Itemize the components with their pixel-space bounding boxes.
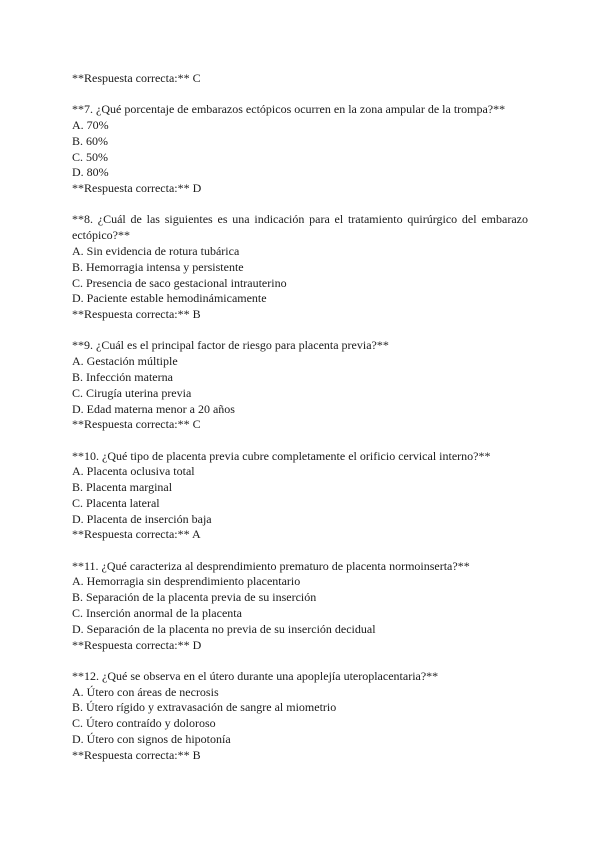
option-b: B. Hemorragia intensa y persistente (72, 259, 244, 274)
option-a: A. Placenta oclusiva total (72, 464, 195, 479)
spacer (72, 433, 528, 448)
question-text: **11. ¿Qué caracteriza al desprendimiento prematuro de placenta normoinserta?** (72, 558, 470, 573)
option-c: C. Presencia de saco gestacional intrauterino (72, 275, 287, 290)
question-block (72, 212, 528, 323)
question-text: **9. ¿Cuál es el principal factor de riesgo para placenta previa?** (72, 338, 389, 353)
option-c: C. Placenta lateral (72, 495, 160, 510)
question-text: **12. ¿Qué se observa en el útero durante una apoplejía uteroplacentaria?** (72, 668, 439, 683)
option-a: A. Gestación múltiple (72, 354, 178, 369)
option-b: B. Útero rígido y extravasación de sangre al miometrio (72, 700, 337, 715)
option-c: C. Cirugía uterina previa (72, 385, 192, 400)
question-text: **10. ¿Qué tipo de placenta previa cubre completamente el orificio cervical interno?** (72, 448, 491, 463)
option-b: B. Placenta marginal (72, 480, 173, 495)
option-c: C. Inserción anormal de la placenta (72, 606, 242, 621)
question-block (72, 669, 528, 764)
correct-answer: **Respuesta correcta:** C (72, 417, 201, 432)
spacer (72, 323, 528, 338)
spacer (72, 543, 528, 558)
option-c: C. 50% (72, 149, 108, 164)
question-text: **7. ¿Qué porcentaje de embarazos ectópicos ocurren en la zona ampular de la trompa?** (72, 102, 506, 117)
option-b: B. Separación de la placenta previa de su inserción (72, 590, 317, 605)
option-b: B. 60% (72, 133, 108, 148)
question-block (72, 559, 528, 654)
option-d: D. Útero con signos de hipotonía (72, 732, 231, 747)
option-d: D. Paciente estable hemodinámicamente (72, 291, 267, 306)
spacer (72, 197, 528, 212)
question-block (72, 338, 528, 433)
correct-answer: **Respuesta correcta:** B (72, 307, 201, 322)
option-b: B. Infección materna (72, 369, 173, 384)
option-d: D. Edad materna menor a 20 años (72, 401, 235, 416)
option-a: A. Hemorragia sin desprendimiento placentario (72, 574, 301, 589)
previous-answer: **Respuesta correcta:** C (72, 71, 201, 85)
question-text: **8. ¿Cuál de las siguientes es una indicación para el tratamiento quirúrgico del embarazo ectópico?** (72, 212, 528, 243)
question-block (72, 449, 528, 544)
option-d: D. Separación de la placenta no previa de su inserción decidual (72, 621, 376, 636)
question-block (72, 102, 528, 197)
option-a: A. Sin evidencia de rotura tubárica (72, 243, 240, 258)
option-a: A. 70% (72, 117, 109, 132)
correct-answer: **Respuesta correcta:** D (72, 181, 202, 196)
option-d: D. 80% (72, 165, 109, 180)
spacer (72, 87, 528, 102)
correct-answer: **Respuesta correcta:** D (72, 637, 202, 652)
spacer (72, 653, 528, 668)
correct-answer: **Respuesta correcta:** B (72, 747, 201, 762)
correct-answer: **Respuesta correcta:** A (72, 527, 201, 542)
option-c: C. Útero contraído y doloroso (72, 716, 216, 731)
option-a: A. Útero con áreas de necrosis (72, 684, 219, 699)
option-d: D. Placenta de inserción baja (72, 511, 212, 526)
document-page (72, 71, 528, 764)
